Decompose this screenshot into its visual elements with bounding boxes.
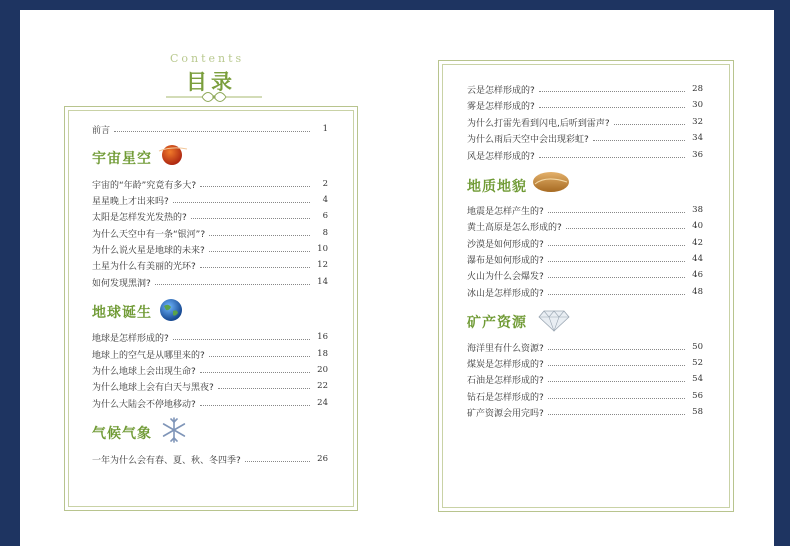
dot-leader: [173, 339, 310, 340]
dot-leader: [539, 107, 685, 108]
toc-entry[interactable]: [467, 219, 703, 233]
dot-leader: [548, 365, 685, 366]
dot-leader: [191, 218, 310, 219]
toc-entry-title: 前言: [92, 125, 111, 136]
toc-entry-title: 为什么地球上会出现生命?: [92, 366, 196, 377]
dot-leader: [200, 405, 310, 406]
toc-entry-title: 地球上的空气是从哪里来的?: [92, 350, 205, 361]
toc-entry[interactable]: [467, 268, 703, 282]
toc-entry[interactable]: [92, 363, 328, 377]
toc-entry[interactable]: [467, 372, 703, 386]
section-title-geology: 地质地貌: [467, 179, 527, 195]
toc-entry-title: 黄土高原是怎么形成的?: [467, 222, 562, 233]
dot-leader: [539, 91, 685, 92]
toc-entry[interactable]: [467, 405, 703, 419]
toc-page-number: 54: [692, 374, 703, 384]
toc-page-number: 34: [692, 133, 703, 143]
toc-entry-title: 火山为什么会爆发?: [467, 271, 544, 282]
toc-entry-title: 地震是怎样产生的?: [467, 206, 544, 217]
dot-leader: [548, 381, 685, 382]
toc-entry-title: 矿产资源会用完吗?: [467, 408, 544, 419]
toc-page-number: 32: [692, 117, 703, 127]
toc-entry[interactable]: [92, 193, 328, 207]
toc-page-number: 48: [692, 287, 703, 297]
toc-entry-title: 太阳是怎样发光发热的?: [92, 212, 187, 223]
toc-entry[interactable]: [92, 242, 328, 256]
toc-entry[interactable]: [467, 236, 703, 250]
dot-leader: [548, 398, 685, 399]
toc-entry-title: 海洋里有什么资源?: [467, 343, 544, 354]
dot-leader: [593, 140, 685, 141]
toc-page-number: 16: [317, 332, 328, 342]
dot-leader: [245, 461, 310, 462]
toc-page-number: 44: [692, 254, 703, 264]
toc-entry[interactable]: [92, 177, 328, 191]
snowflake-icon: [160, 416, 188, 444]
section-title-minerals: 矿产资源: [467, 315, 527, 331]
desert-dune-icon: [532, 170, 570, 194]
toc-entry-title: 为什么说火星是地球的未来?: [92, 245, 205, 256]
toc-entry-title: 为什么打雷先看到闪电,后听到雷声?: [467, 118, 610, 129]
toc-page-number: 4: [322, 195, 328, 205]
toc-entry[interactable]: [467, 252, 703, 266]
toc-page-number: 58: [692, 407, 703, 417]
diamond-icon: [538, 308, 570, 332]
toc-page-number: 6: [322, 211, 328, 221]
toc-entry[interactable]: [467, 148, 703, 162]
toc-page-number: 56: [692, 391, 703, 401]
toc-page-number: 10: [317, 244, 328, 254]
toc-entry[interactable]: [467, 203, 703, 217]
toc-entry-title: 煤炭是怎样形成的?: [467, 359, 544, 370]
toc-entry-title: 为什么天空中有一条“银河”?: [92, 229, 206, 240]
toc-entry[interactable]: [467, 82, 703, 96]
toc-page-number: 42: [692, 238, 703, 248]
toc-entry-title: 风是怎样形成的?: [467, 151, 535, 162]
dot-leader: [155, 284, 310, 285]
toc-entry[interactable]: [467, 98, 703, 112]
toc-entry-title: 云是怎样形成的?: [467, 85, 535, 96]
toc-entry-title: 星星晚上才出来吗?: [92, 196, 169, 207]
section-title-climate: 气候气象: [92, 426, 152, 442]
toc-page-number: 12: [317, 260, 328, 270]
toc-entry[interactable]: [92, 209, 328, 223]
toc-entry-title: 为什么雨后天空中会出现彩虹?: [467, 134, 589, 145]
dot-leader: [614, 124, 685, 125]
toc-page-number: 2: [322, 179, 328, 189]
toc-entry[interactable]: [467, 115, 703, 129]
toc-page-number: 46: [692, 270, 703, 280]
toc-entry-title: 石油是怎样形成的?: [467, 375, 544, 386]
dot-leader: [173, 202, 310, 203]
dot-leader: [548, 245, 685, 246]
toc-entry[interactable]: [92, 275, 328, 289]
toc-page-number: 36: [692, 150, 703, 160]
toc-entry-title: 宇宙的“年龄”究竟有多大?: [92, 180, 197, 191]
toc-entry[interactable]: [92, 226, 328, 240]
dot-leader: [548, 414, 685, 415]
contents-word: Contents: [170, 52, 245, 65]
toc-entry-title: 沙漠是如何形成的?: [467, 239, 544, 250]
toc-entry[interactable]: [92, 258, 328, 272]
section-title-universe: 宇宙星空: [92, 151, 152, 167]
toc-entry-title: 雾是怎样形成的?: [467, 101, 535, 112]
toc-entry[interactable]: [92, 347, 328, 361]
dot-leader: [218, 388, 310, 389]
dot-leader: [200, 267, 310, 268]
dot-leader: [209, 251, 310, 252]
dot-leader: [200, 186, 310, 187]
toc-page-number: 8: [322, 228, 328, 238]
toc-entry[interactable]: [92, 452, 328, 466]
toc-entry-title: 钻石是怎样形成的?: [467, 392, 544, 403]
toc-page-number: 22: [317, 381, 328, 391]
dot-leader: [548, 349, 685, 350]
dot-leader: [548, 261, 685, 262]
toc-entry-title: 冰山是怎样形成的?: [467, 288, 544, 299]
dot-leader: [200, 372, 310, 373]
earth-globe-icon: [158, 297, 184, 323]
dot-leader: [209, 356, 310, 357]
toc-page-number: 40: [692, 221, 703, 231]
toc-entry[interactable]: [467, 131, 703, 145]
dot-leader: [114, 131, 310, 132]
toc-entry[interactable]: [92, 379, 328, 393]
toc-entry[interactable]: [92, 330, 328, 344]
toc-page-number: 18: [317, 349, 328, 359]
toc-entry-title: 如何发现黑洞?: [92, 278, 151, 289]
toc-entry[interactable]: [467, 389, 703, 403]
toc-entry[interactable]: [467, 340, 703, 354]
toc-entry-title: 瀑布是如何形成的?: [467, 255, 544, 266]
dot-leader: [548, 277, 685, 278]
toc-page-number: 38: [692, 205, 703, 215]
toc-entry[interactable]: [467, 285, 703, 299]
toc-entry[interactable]: [467, 356, 703, 370]
toc-entry-preface[interactable]: [92, 122, 328, 136]
dot-leader: [566, 228, 685, 229]
dot-leader: [209, 235, 310, 236]
toc-entry-title: 地球是怎样形成的?: [92, 333, 169, 344]
toc-entry-title: 为什么大陆会不停地移动?: [92, 399, 196, 410]
toc-page-number: 14: [317, 277, 328, 287]
toc-entry-title: 一年为什么会有春、夏、秋、冬四季?: [92, 455, 241, 466]
dot-leader: [548, 212, 685, 213]
toc-page-number: 52: [692, 358, 703, 368]
mars-planet-icon: [156, 143, 190, 167]
toc-page-number: 26: [317, 454, 328, 464]
toc-entry[interactable]: [92, 396, 328, 410]
toc-page-number: 30: [692, 100, 703, 110]
toc-page-number: 28: [692, 84, 703, 94]
contents-heading: [158, 52, 268, 106]
toc-entry-title: 为什么地球上会有白天与黑夜?: [92, 382, 214, 393]
toc-page-number: 24: [317, 398, 328, 408]
ornament-icon: [166, 90, 262, 104]
dot-leader: [548, 294, 685, 295]
toc-page-number: 20: [317, 365, 328, 375]
page-title: 目录: [186, 70, 236, 94]
section-title-earth: 地球诞生: [92, 305, 152, 321]
toc-entry-title: 土星为什么有美丽的光环?: [92, 261, 196, 272]
toc-page-number: 50: [692, 342, 703, 352]
toc-page-number: 1: [322, 124, 328, 134]
dot-leader: [539, 157, 685, 158]
